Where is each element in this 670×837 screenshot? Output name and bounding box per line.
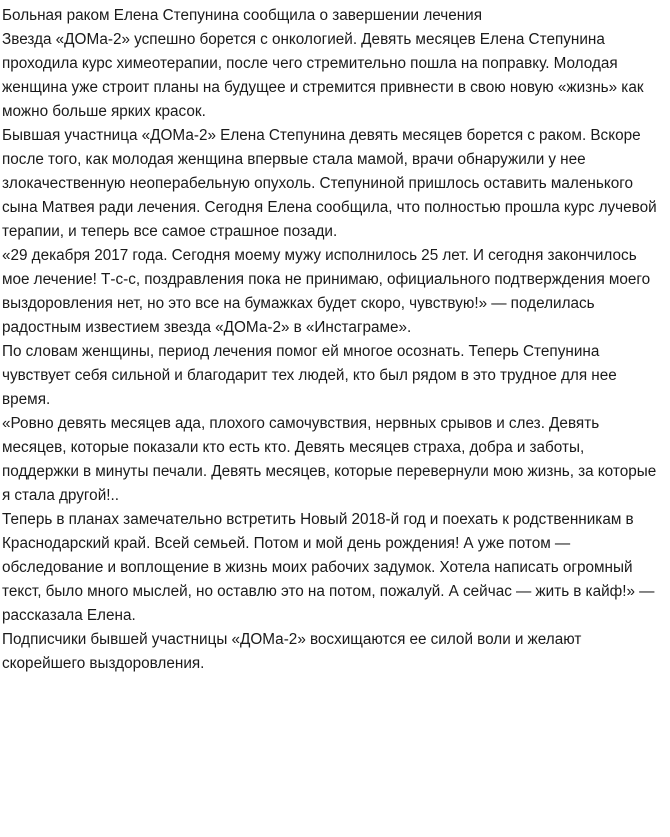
article-paragraph-quote-second: «Ровно девять месяцев ада, плохого самочувствия, нервных срывов и слез. Девять месяцев, которые показали кто есть кто. Девять месяцев страха, добра и заботы, поддержки в минуты печали. Девять месяцев, которые перевернули мою жизнь, за которые я стала другой!.. — [2, 415, 657, 504]
article-paragraph-quote-plans: Теперь в планах замечательно встретить Новый 2018-й год и поехать к родственникам в Краснодарский край. Всей семьей. Потом и мой день рождения! А уже потом — обследование и воплощение в жизнь моих рабочих задумок. Хотела написать огромный текст, было много мыслей, но оставлю это на потом, пожалуй. А сейчас — жить в кайф!» — рассказала Елена. — [2, 511, 655, 624]
article-paragraph-reflection: По словам женщины, период лечения помог ей многое осознать. Теперь Степунина чувствует себя сильной и благодарит тех людей, кто был рядом в это трудное для нее время. — [2, 343, 617, 408]
article-paragraph-intro: Звезда «ДОМа-2» успешно борется с онкологией. Девять месяцев Елена Степунина проходила курс химеотерапии, после чего стремительно пошла на поправку. Молодая женщина уже строит планы на будущее и стремится привнести в свою новую «жизнь» как можно больше ярких красок. — [2, 31, 644, 120]
article-paragraph-quote-first: «29 декабря 2017 года. Сегодня моему мужу исполнилось 25 лет. И сегодня закончилось мое лечение! Т-с-с, поздравления пока не принимаю, официального подтверждения моего выздоровления нет, но это все на бумажках будет скоро, чувствую!» — поделилась радостным известием звезда «ДОМа-2» в «Инстаграме». — [2, 247, 651, 336]
article-paragraph-closing: Подписчики бывшей участницы «ДОМа-2» восхищаются ее силой воли и желают скорейшего выздоровления. — [2, 631, 582, 672]
article-paragraph-background: Бывшая участница «ДОМа-2» Елена Степунина девять месяцев борется с раком. Вскоре после того, как молодая женщина впервые стала мамой, врачи обнаружили у нее злокачественную неоперабельную опухоль. Степуниной пришлось оставить маленького сына Матвея ради лечения. Сегодня Елена сообщила, что полностью прошла курс лучевой терапии, и теперь все самое страшное позади. — [2, 127, 657, 240]
article-headline: Больная раком Елена Степунина сообщила о завершении лечения — [2, 7, 483, 24]
